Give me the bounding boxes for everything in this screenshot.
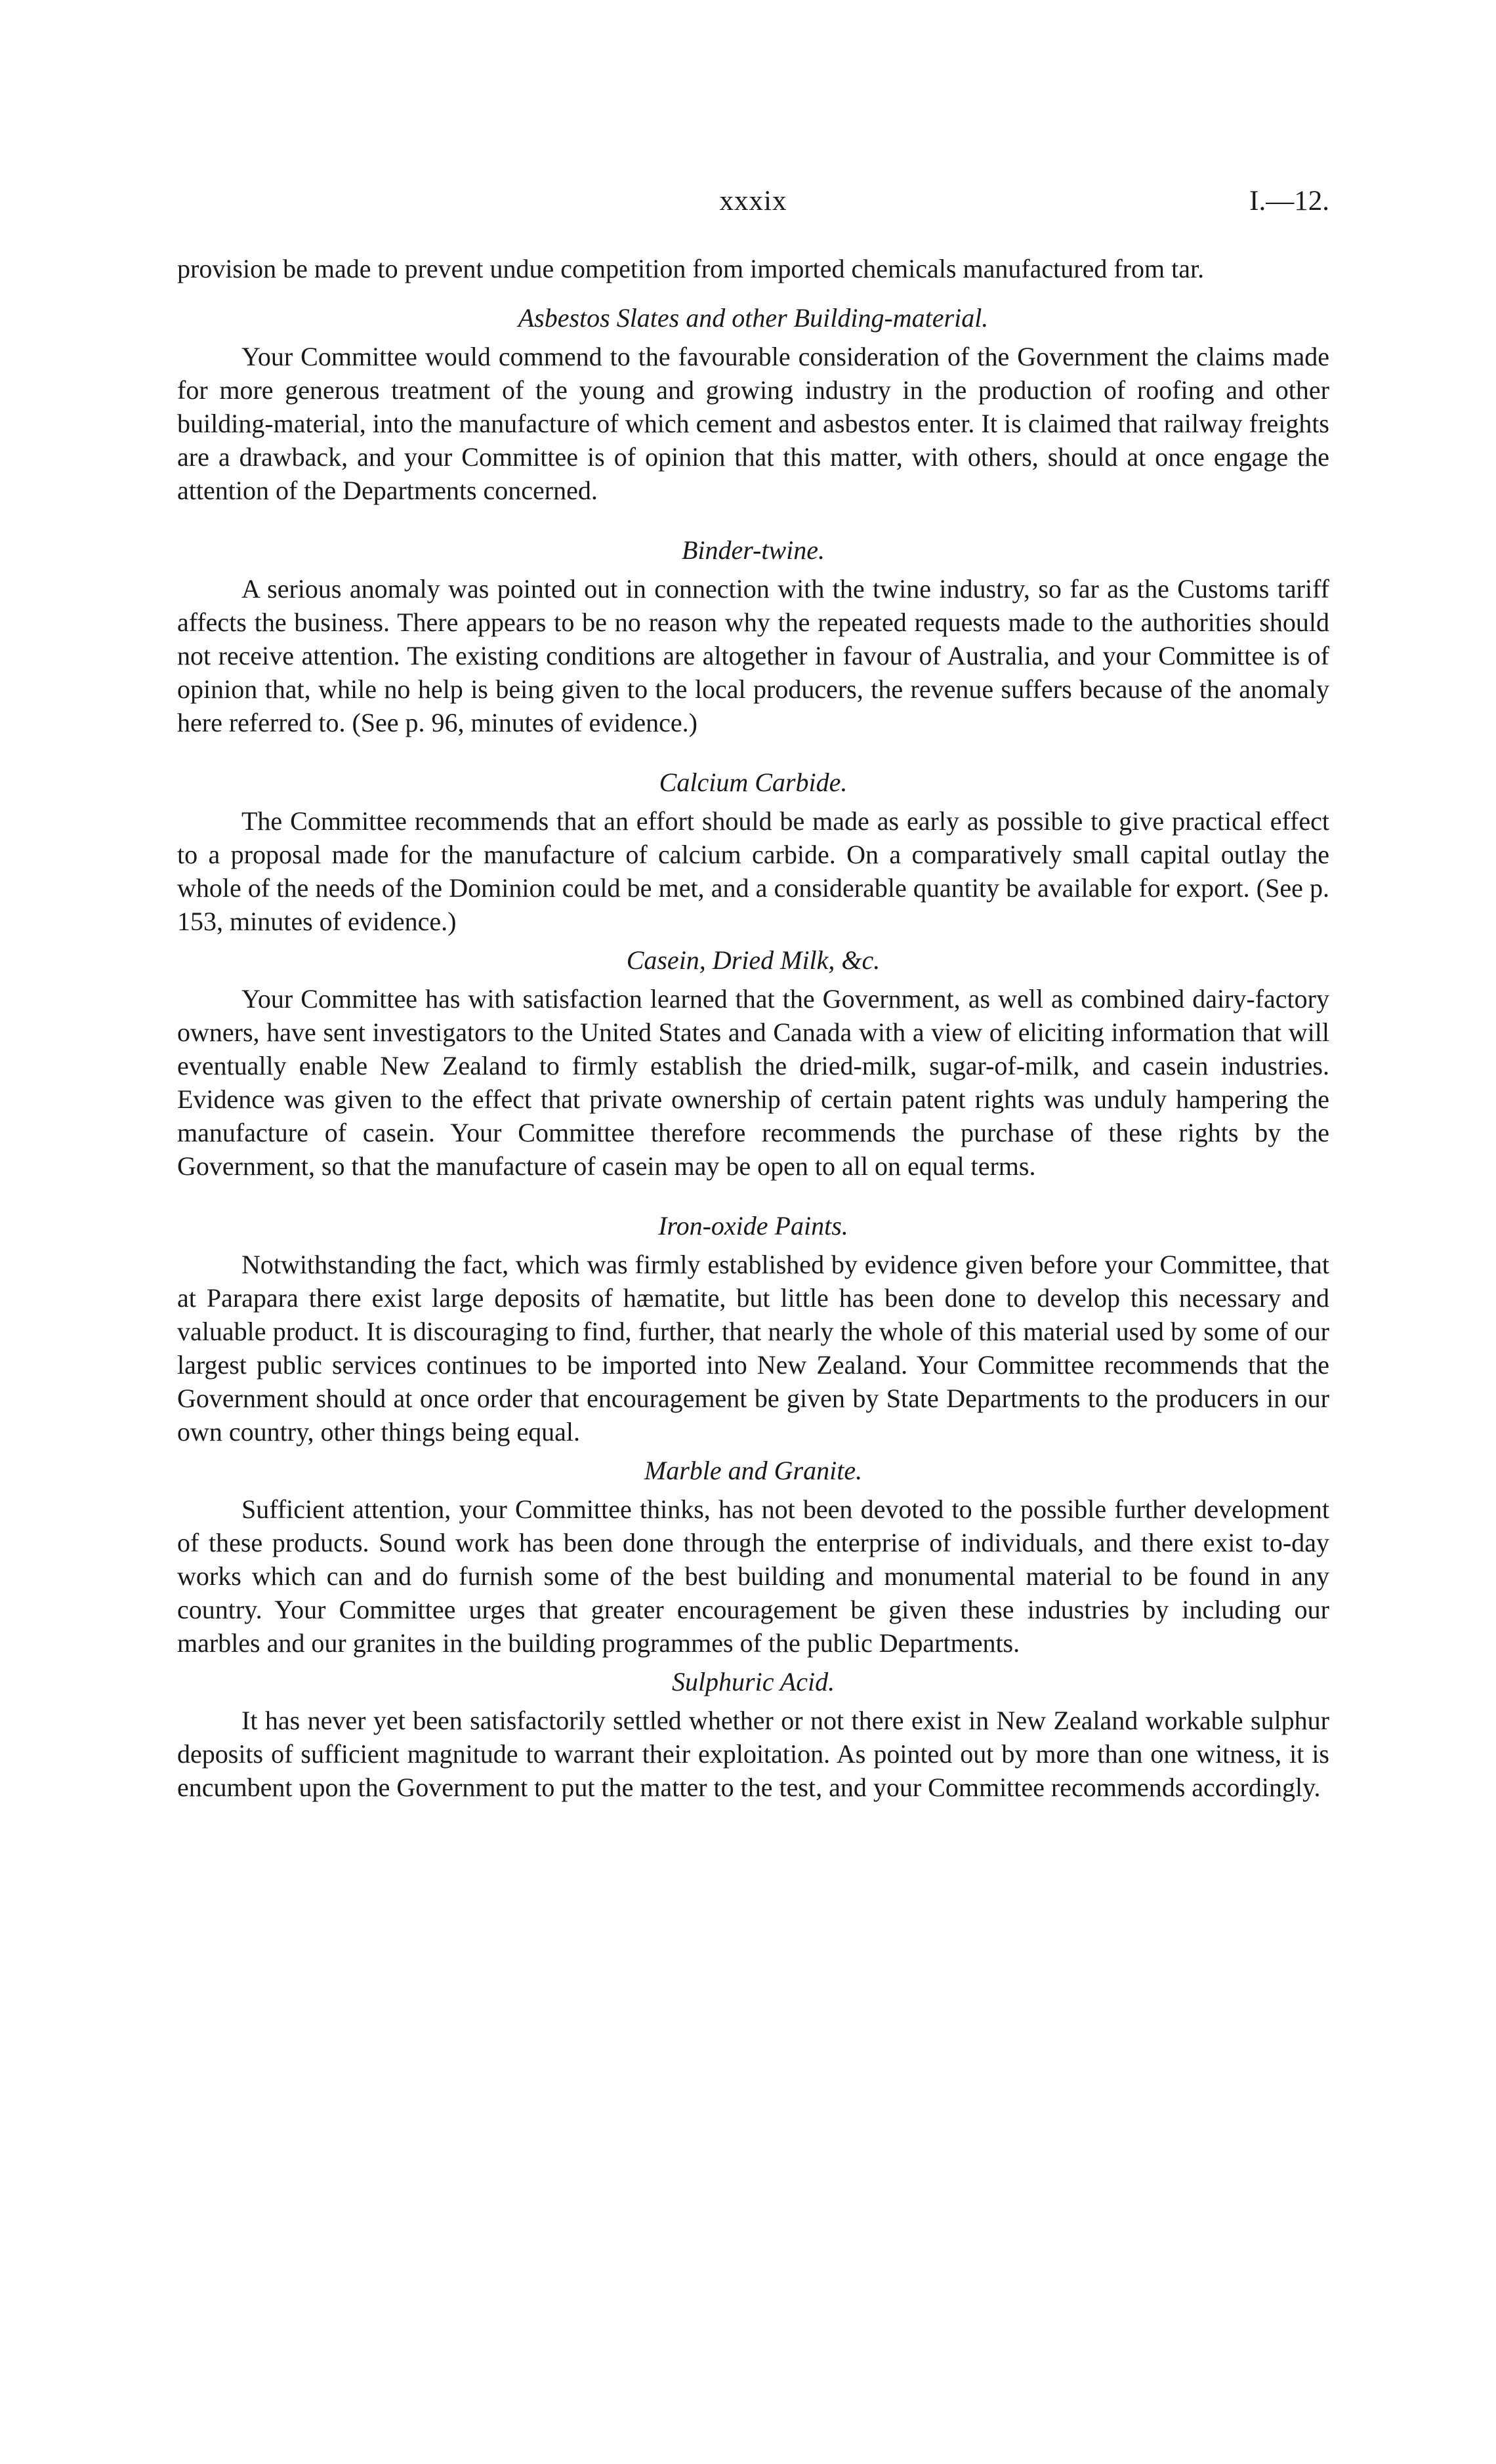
section-paragraph: A serious anomaly was pointed out in connection with the twine industry, so far as the Customs tariff affects the business. There appears to be no reason why the repeated requests made to the authorities should not receive attention. The existing conditions are altogether in favour of Australia, and your Committee is of opinion that, while no help is being given to the local producers, the revenue suffers because of the anomaly here referred to. (See p. 96, minutes of evidence.): [177, 574, 1329, 737]
paper-reference: I.—12.: [1249, 186, 1329, 216]
section-calcium-carbide: [177, 766, 1329, 938]
section-paragraph: Sufficient attention, your Committee thinks, has not been devoted to the possible further development of these products. Sound work has been done through the enterprise of individuals, and there exist to-day works which can and do furnish some of the best building and monumental material to be found in any country. Your Committee urges that greater encouragement be given these industries by including our marbles and our granites in the building programmes of the public Departments.: [177, 1494, 1329, 1658]
section-marble-granite: [177, 1454, 1329, 1660]
section-paragraph: Your Committee would commend to the favourable consideration of the Government the claims made for more generous treatment of the young and growing industry in the production of roofing and other building-material, into the manufacture of which cement and asbestos enter. It is claimed that railway freights are a drawback, and your Committee is of opinion that this matter, with others, should at once engage the attention of the Departments concerned.: [177, 342, 1329, 505]
section-paragraph: Notwithstanding the fact, which was firmly established by evidence given before your Committee, that at Parapara there exist large deposits of hæmatite, but little has been done to develop this necessary and valuable product. It is discouraging to find, further, that nearly the whole of this material used by some of our largest public services continues to be imported into New Zealand. Your Committee recommends that the Government should at once order that encouragement be given by State Departments to the producers in our own country, other things being equal.: [177, 1250, 1329, 1447]
section-binder-twine: [177, 533, 1329, 739]
document-body: [177, 252, 1329, 1804]
section-paragraph: Your Committee has with satisfaction learned that the Government, as well as combined dairy-factory owners, have sent investigators to the United States and Canada with a view of eliciting information that will eventually enable New Zealand to firmly establish the dried-milk, sugar-of-milk, and casein industries. Evidence was given to the effect that private ownership of certain patent rights was unduly hampering the manufacture of casein. Your Committee therefore recommends the purchase of these rights by the Government, so that the manufacture of casein may be open to all on equal terms.: [177, 984, 1329, 1181]
section-heading: Marble and Granite.: [644, 1456, 863, 1485]
page-header: [177, 185, 1329, 224]
section-heading: Calcium Carbide.: [659, 768, 848, 797]
section-paragraph: The Committee recommends that an effort should be made as early as possible to give practical effect to a proposal made for the manufacture of calcium carbide. On a comparatively small capital outlay the whole of the needs of the Dominion could be met, and a considerable quantity be available for export. (See p. 153, minutes of evidence.): [177, 806, 1329, 936]
page-number: xxxix: [719, 186, 787, 216]
section-heading: Binder-twine.: [681, 535, 825, 565]
section-paragraph: It has never yet been satisfactorily settled whether or not there exist in New Zealand workable sulphur deposits of sufficient magnitude to warrant their exploitation. As pointed out by more than one witness, it is encumbent upon the Government to put the matter to the test, and your Committee recommends accordingly.: [177, 1706, 1329, 1802]
section-heading: Casein, Dried Milk, &c.: [626, 945, 881, 975]
section-casein-dried-milk: [177, 943, 1329, 1183]
section-sulphuric-acid: [177, 1665, 1329, 1804]
section-iron-oxide-paints: [177, 1209, 1329, 1448]
section-heading: Asbestos Slates and other Building-material.: [518, 303, 989, 333]
section-heading: Sulphuric Acid.: [671, 1667, 835, 1696]
section-heading: Iron-oxide Paints.: [658, 1211, 848, 1241]
intro-paragraph: provision be made to prevent undue competition from imported chemicals manufactured from tar.: [177, 254, 1205, 283]
section-asbestos-slates: [177, 301, 1329, 507]
